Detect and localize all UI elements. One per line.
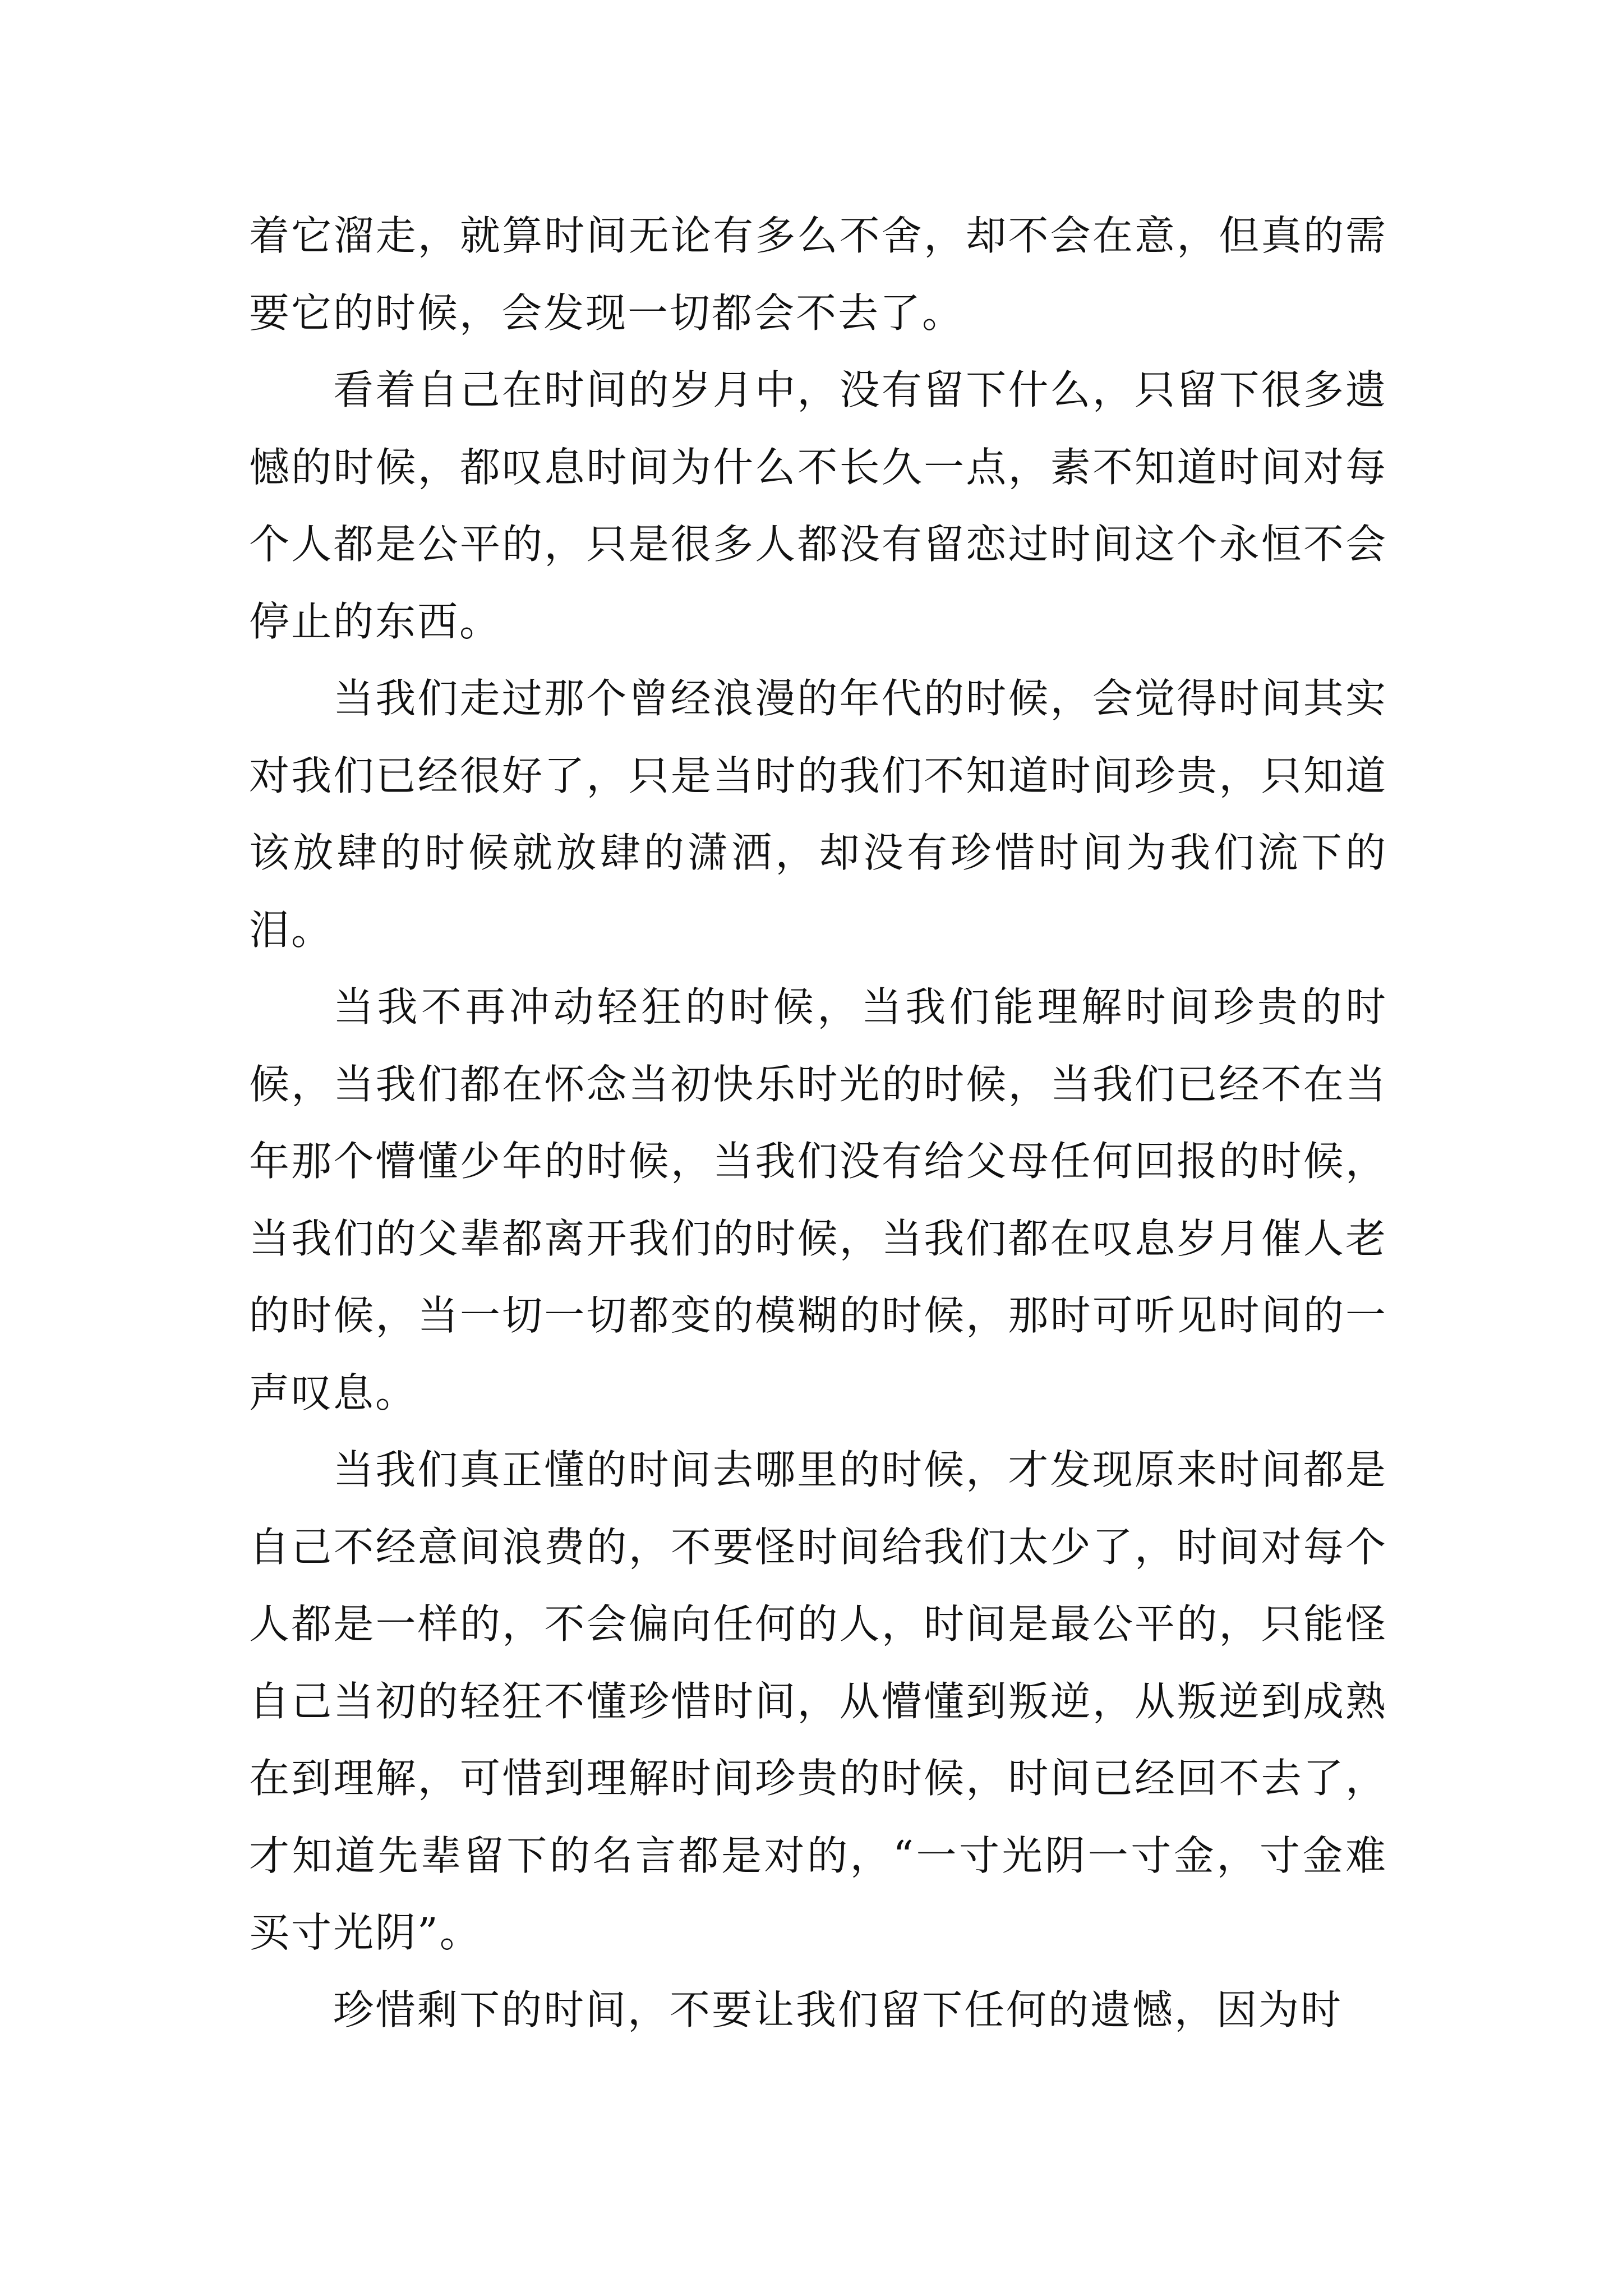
paragraph-5: 当我们真正懂的时间去哪里的时候，才发现原来时间都是自己不经意间浪费的，不要怪时间给我们太少了，时间对每个人都是一样的，不会偏向任何的人，时间是最公平的，只能怪自己当初的轻狂不懂珍惜时间，从懵懂到叛逆，从叛逆到成熟在到理解，可惜到理解时间珍贵的时候，时间已经回不去了，才知道先辈留下的名言都是对的，“一寸光阴一寸金，寸金难买寸光阴”。 [249, 1446, 1387, 1956]
paragraph-4: 当我不再冲动轻狂的时候，当我们能理解时间珍贵的时候，当我们都在怀念当初快乐时光的时候，当我们已经不在当年那个懵懂少年的时候，当我们没有给父母任何回报的时候，当我们的父辈都离开我们的时候，当我们都在叹息岁月催人老的时候，当一切一切都变的模糊的时候，那时可听见时间的一声叹息。 [249, 983, 1387, 1416]
paragraph-6: 珍惜剩下的时间，不要让我们留下任何的遗憾，因为时 [333, 1986, 1343, 2033]
body-text [249, 197, 1387, 2049]
paragraph-3: 当我们走过那个曾经浪漫的年代的时候，会觉得时间其实对我们已经很好了，只是当时的我们不知道时间珍贵，只知道该放肆的时候就放肆的潇洒，却没有珍惜时间为我们流下的泪。 [249, 675, 1387, 954]
paragraph-1: 着它溜走，就算时间无论有多么不舍，却不会在意，但真的需要它的时候，会发现一切都会不去了。 [249, 212, 1387, 337]
paragraph-2: 看着自己在时间的岁月中，没有留下什么，只留下很多遗憾的时候，都叹息时间为什么不长久一点，素不知道时间对每个人都是公平的，只是很多人都没有留恋过时间这个永恒不会停止的东西。 [249, 366, 1387, 645]
